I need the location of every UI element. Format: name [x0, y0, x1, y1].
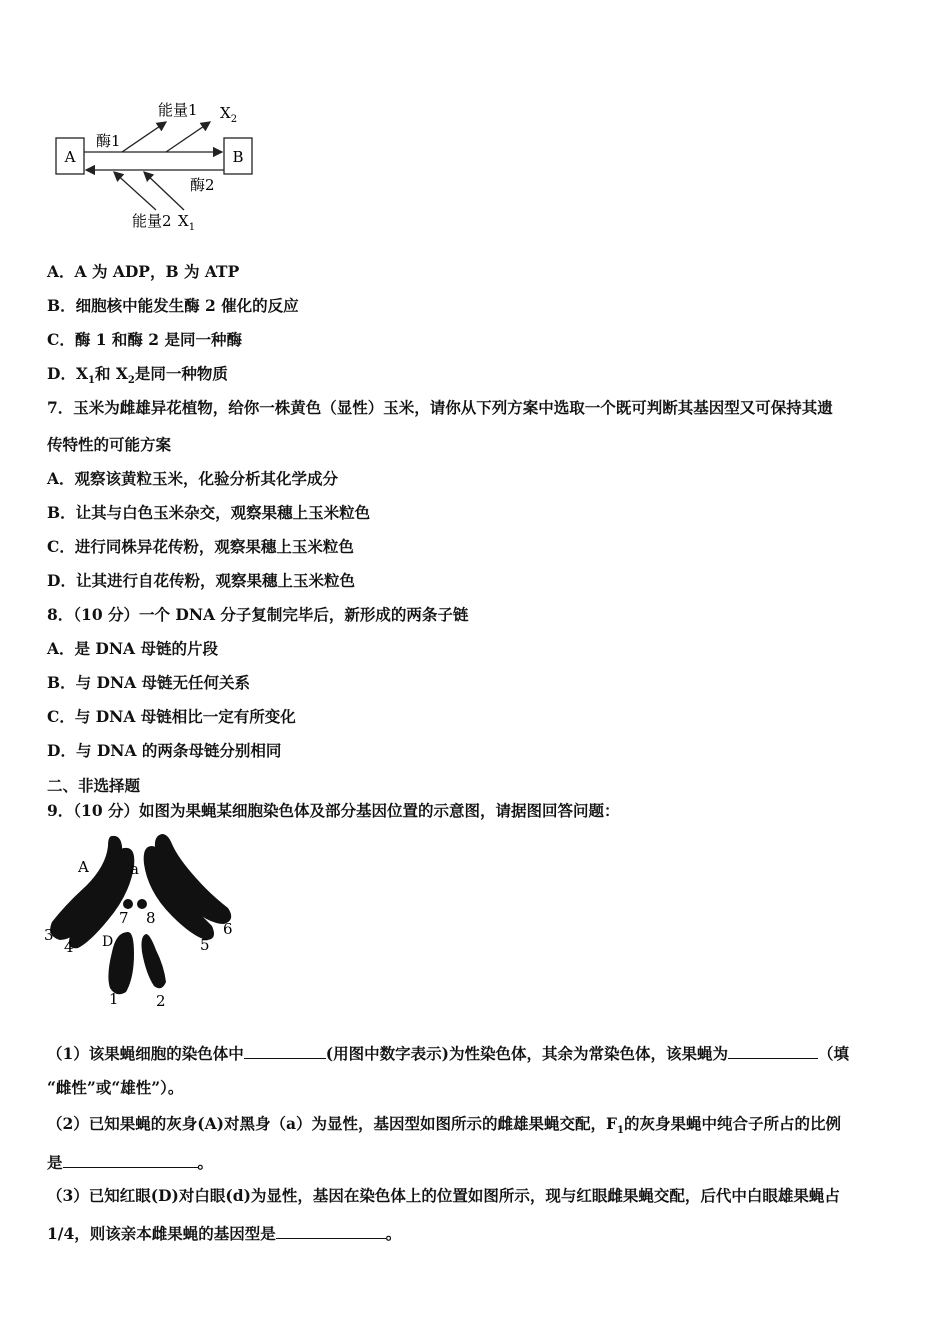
section-title: 二、非选择题 — [47, 776, 141, 795]
label-3: 3 — [44, 926, 54, 944]
label-5: 5 — [200, 936, 210, 954]
gene-label-d: D — [102, 934, 114, 950]
label-7: 7 — [119, 909, 129, 927]
label-2: 2 — [156, 992, 166, 1010]
q7-stem-line1: 7．玉米为雌雄异花植物，给你一株黄色（显性）玉米，请你从下列方案中选取一个既可判断其基因型又可保持其遗 — [47, 398, 833, 417]
arrow-x2 — [166, 122, 210, 152]
x1-label: $X_1$ — [178, 212, 196, 233]
q9-part3-line1: （3）已知红眼(D)对白眼(d)为显性，基因在染色体上的位置如图所示，现与红眼雌果蝇交配，后代中白眼雄果蝇占 — [47, 1186, 840, 1205]
q9-stem: 9．（10 分）如图为果蝇某细胞染色体及部分基因位置的示意图，请据图回答问题： — [47, 801, 620, 820]
label-4: 4 — [64, 938, 74, 956]
answer-blank-3[interactable] — [63, 1151, 198, 1168]
q6-option-d: D．$X_1$和 $X_2$是同一种物质 — [47, 364, 228, 387]
box-b-label: B — [232, 148, 244, 166]
label-8: 8 — [146, 909, 156, 927]
q8-option-a: A．是 DNA 母链的片段 — [47, 639, 218, 658]
q7-option-c: C．进行同株异花传粉，观察果穗上玉米粒色 — [47, 537, 354, 556]
q9-part2-line2: 是 。 — [47, 1153, 214, 1172]
gene-label-a-dominant: A — [78, 858, 89, 876]
chromosome-8 — [137, 899, 147, 909]
q9-part2-line1: （2）已知果蝇的灰身(A)对黑身（a）为显性，基因型如图所示的雌雄果蝇交配，$F_1$的灰身果蝇中纯合子所占的比例 — [47, 1114, 842, 1137]
energy1-label: 能量1 — [158, 101, 198, 119]
q7-option-d: D．让其进行自花传粉，观察果穗上玉米粒色 — [47, 571, 355, 590]
answer-blank-4[interactable] — [276, 1222, 386, 1239]
gene-label-a-recessive: a — [130, 860, 139, 878]
chromosome-2 — [142, 934, 167, 988]
q8-option-b: B．与 DNA 母链无任何关系 — [47, 673, 251, 692]
chromosome-7 — [123, 899, 133, 909]
q7-stem-line2: 传特性的可能方案 — [47, 435, 172, 454]
box-a-label: A — [64, 148, 76, 166]
x2-label: $X_2$ — [220, 104, 238, 125]
q7-option-a: A．观察该黄粒玉米，化验分析其化学成分 — [47, 469, 339, 488]
q6-option-b: B．细胞核中能发生酶 2 催化的反应 — [47, 296, 299, 315]
q6-option-a: A．A 为 ADP，B 为 ATP — [47, 262, 240, 281]
enzyme1-label: 酶1 — [96, 132, 121, 150]
q8-option-c: C．与 DNA 母链相比一定有所变化 — [47, 707, 296, 726]
answer-blank-2[interactable] — [728, 1042, 818, 1059]
label-1: 1 — [109, 990, 119, 1008]
q6-option-c: C．酶 1 和酶 2 是同一种酶 — [47, 330, 242, 349]
answer-blank-1[interactable] — [244, 1042, 326, 1059]
q9-part1-line1: （1）该果蝇细胞的染色体中 (用图中数字表示)为性染色体，其余为常染色体，该果蝇为 （填 — [47, 1044, 849, 1063]
q8-option-d: D．与 DNA 的两条母链分别相同 — [47, 741, 282, 760]
q8-stem: 8．（10 分）一个 DNA 分子复制完毕后，新形成的两条子链 — [47, 605, 469, 624]
energy2-label: 能量2 — [132, 212, 172, 230]
chromosome-diagram — [40, 828, 250, 1013]
enzyme2-label: 酶2 — [190, 176, 215, 194]
q7-option-b: B．让其与白色玉米杂交，观察果穗上玉米粒色 — [47, 503, 371, 522]
atp-adp-diagram — [50, 98, 260, 238]
q9-part1-line2: “雌性”或“雄性”）。 — [47, 1078, 184, 1097]
arrow-energy1 — [122, 122, 166, 152]
q9-part3-line2: 1/4，则该亲本雌果蝇的基因型是 。 — [47, 1224, 402, 1243]
label-6: 6 — [223, 920, 233, 938]
